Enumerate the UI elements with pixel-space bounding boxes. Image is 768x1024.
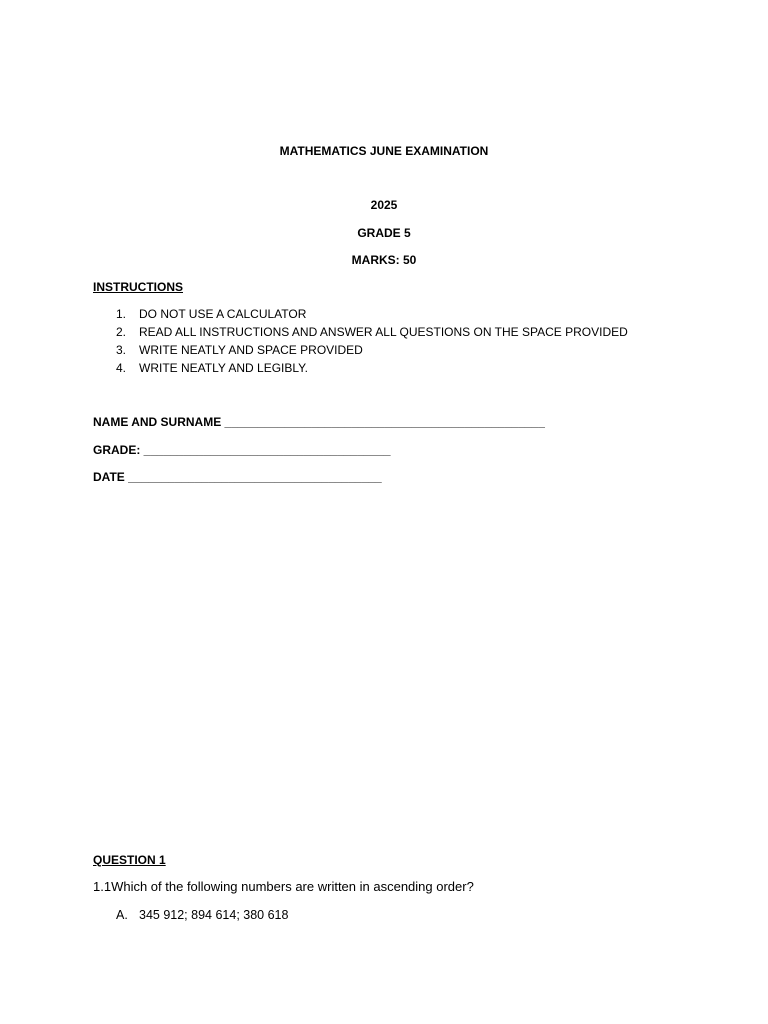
exam-marks: MARKS: 50	[351, 253, 417, 267]
instruction-text: WRITE NEATLY AND SPACE PROVIDED	[139, 343, 363, 357]
question-1-heading: QUESTION 1	[93, 853, 166, 867]
instructions-heading: INSTRUCTIONS	[93, 280, 183, 294]
question-1-1-text: 1.1Which of the following numbers are written in ascending order?	[93, 879, 474, 894]
instruction-text: READ ALL INSTRUCTIONS AND ANSWER ALL QUESTIONS ON THE SPACE PROVIDED	[139, 325, 628, 339]
name-surname-field[interactable]: NAME AND SURNAME ________________________________________________	[93, 415, 545, 429]
exam-grade: GRADE 5	[357, 226, 411, 240]
option-text: 345 912; 894 614; 380 618	[139, 908, 289, 922]
instruction-text: DO NOT USE A CALCULATOR	[139, 307, 307, 321]
instruction-number: 4.	[116, 361, 127, 375]
exam-year: 2025	[370, 198, 398, 212]
instruction-number: 1.	[116, 307, 127, 321]
exam-title: MATHEMATICS JUNE EXAMINATION	[279, 144, 489, 158]
grade-field[interactable]: GRADE: _____________________________________	[93, 443, 391, 457]
instruction-number: 3.	[116, 343, 127, 357]
instruction-number: 2.	[116, 325, 127, 339]
date-field[interactable]: DATE ______________________________________	[93, 470, 382, 484]
instruction-text: WRITE NEATLY AND LEGIBLY.	[139, 361, 308, 375]
option-letter: A.	[116, 908, 128, 922]
